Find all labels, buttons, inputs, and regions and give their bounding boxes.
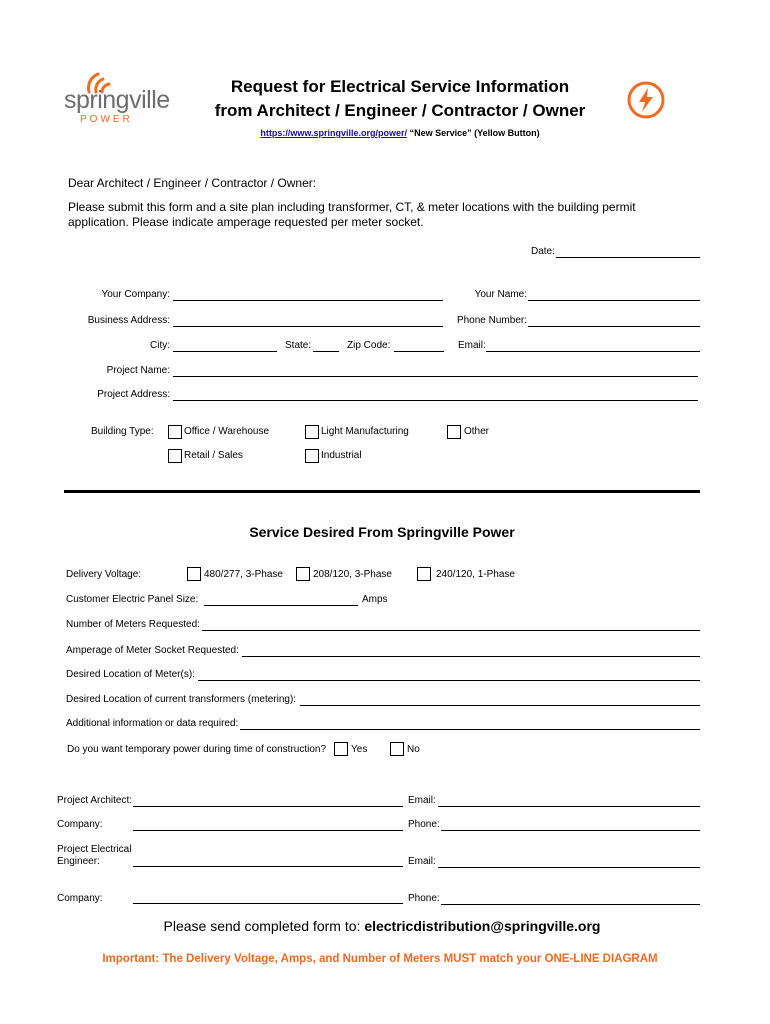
city-field[interactable] bbox=[173, 351, 277, 352]
send-email-link[interactable]: electricdistribution@springville.org bbox=[364, 918, 601, 934]
other-label: Other bbox=[464, 426, 490, 437]
architect-company-label: Company: bbox=[57, 819, 103, 830]
delivery-voltage-label: Delivery Voltage: bbox=[66, 569, 142, 580]
logo bbox=[62, 72, 182, 132]
engineer-company-label: Company: bbox=[57, 893, 103, 904]
zip-label: Zip Code: bbox=[347, 340, 391, 351]
industrial-label: Industrial bbox=[321, 450, 362, 461]
meters-requested-label: Number of Meters Requested: bbox=[66, 619, 200, 630]
voltage-480-label: 480/277, 3-Phase bbox=[204, 569, 283, 580]
engineer-field[interactable] bbox=[133, 866, 403, 867]
meter-location-field[interactable] bbox=[198, 680, 700, 681]
office-warehouse-checkbox[interactable] bbox=[168, 425, 182, 439]
voltage-480-checkbox[interactable] bbox=[187, 567, 201, 581]
voltage-208-checkbox[interactable] bbox=[296, 567, 310, 581]
meter-location-label: Desired Location of Meter(s): bbox=[66, 669, 195, 680]
architect-field[interactable] bbox=[133, 806, 403, 807]
architect-phone-field[interactable] bbox=[441, 830, 700, 831]
engineer-company-field[interactable] bbox=[133, 903, 403, 904]
date-label: Date: bbox=[531, 246, 555, 257]
additional-info-label: Additional information or data required: bbox=[66, 718, 239, 729]
temp-power-no-checkbox[interactable] bbox=[390, 742, 404, 756]
amps-label: Amps bbox=[362, 594, 388, 605]
important-note: Important: The Delivery Voltage, Amps, and Number of Meters MUST match your ONE-LINE DIAGRAM bbox=[102, 953, 658, 965]
city-label: City: bbox=[150, 340, 170, 351]
form-link-row bbox=[190, 128, 610, 138]
project-address-label: Project Address: bbox=[97, 389, 170, 400]
project-name-field[interactable] bbox=[173, 376, 698, 377]
light-manufacturing-label: Light Manufacturing bbox=[321, 426, 409, 437]
intro-text: Please submit this form and a site plan including transformer, CT, & meter locations with the building permit application. Please indicate amperage requested per meter socket. bbox=[68, 200, 636, 229]
name-field[interactable] bbox=[528, 300, 700, 301]
greeting: Dear Architect / Engineer / Contractor / Owner: bbox=[68, 176, 317, 190]
state-label: State: bbox=[285, 340, 312, 351]
architect-email-field[interactable] bbox=[438, 806, 700, 807]
meters-requested-field[interactable] bbox=[202, 630, 700, 631]
new-service-link[interactable]: https://www.springville.org/power/ bbox=[260, 128, 408, 138]
engineer-email-field[interactable] bbox=[438, 867, 700, 868]
lightning-bolt-icon bbox=[626, 80, 666, 120]
office-warehouse-label: Office / Warehouse bbox=[184, 426, 270, 437]
project-address-field[interactable] bbox=[173, 400, 698, 401]
industrial-checkbox[interactable] bbox=[305, 449, 319, 463]
voltage-240-checkbox[interactable] bbox=[417, 567, 431, 581]
ct-location-field[interactable] bbox=[300, 705, 700, 706]
engineer-email-label: Email: bbox=[408, 856, 436, 867]
phone-field[interactable] bbox=[528, 326, 700, 327]
engineer-phone-field[interactable] bbox=[441, 904, 700, 905]
temp-power-no-label: No bbox=[407, 744, 420, 755]
temp-power-yes-label: Yes bbox=[351, 744, 368, 755]
send-instructions bbox=[64, 918, 700, 934]
form-title-line-1: Request for Electrical Service Information bbox=[230, 77, 570, 96]
temp-power-label: Do you want temporary power during time of construction? bbox=[67, 744, 327, 755]
voltage-240-label: 240/120, 1-Phase bbox=[436, 569, 515, 580]
address-label: Business Address: bbox=[87, 315, 170, 326]
email-field[interactable] bbox=[486, 351, 700, 352]
voltage-208-label: 208/120, 3-Phase bbox=[313, 569, 392, 580]
state-field[interactable] bbox=[313, 351, 339, 352]
panel-size-field[interactable] bbox=[204, 605, 358, 606]
address-field[interactable] bbox=[173, 326, 443, 327]
engineer-label: Project Electrical Engineer: bbox=[57, 844, 132, 867]
company-field[interactable] bbox=[173, 300, 443, 301]
email-label: Email: bbox=[458, 340, 486, 351]
section-divider bbox=[64, 490, 700, 493]
architect-email-label: Email: bbox=[408, 795, 436, 806]
panel-size-label: Customer Electric Panel Size: bbox=[66, 594, 199, 605]
light-manufacturing-checkbox[interactable] bbox=[305, 425, 319, 439]
send-prefix: Please send completed form to: bbox=[163, 918, 361, 934]
name-label: Your Name: bbox=[474, 289, 527, 300]
ct-location-label: Desired Location of current transformers (metering): bbox=[66, 694, 297, 705]
temp-power-yes-checkbox[interactable] bbox=[334, 742, 348, 756]
logo-name: springville bbox=[64, 86, 170, 114]
architect-company-field[interactable] bbox=[133, 830, 403, 831]
architect-phone-label: Phone: bbox=[408, 819, 440, 830]
date-field[interactable] bbox=[556, 257, 700, 258]
socket-amperage-field[interactable] bbox=[242, 656, 700, 657]
retail-sales-label: Retail / Sales bbox=[184, 450, 243, 461]
zip-field[interactable] bbox=[394, 351, 444, 352]
engineer-phone-label: Phone: bbox=[408, 893, 440, 904]
building-type-label: Building Type: bbox=[91, 426, 154, 437]
other-checkbox[interactable] bbox=[447, 425, 461, 439]
link-note: “New Service” (Yellow Button) bbox=[409, 128, 540, 138]
socket-amperage-label: Amperage of Meter Socket Requested: bbox=[66, 645, 239, 656]
architect-label: Project Architect: bbox=[57, 795, 133, 806]
service-section-title: Service Desired From Springville Power bbox=[249, 524, 515, 540]
form-title-line-2: from Architect / Engineer / Contractor / Owner bbox=[214, 101, 586, 120]
logo-sub: POWER bbox=[80, 114, 133, 125]
company-label: Your Company: bbox=[101, 289, 170, 300]
project-name-label: Project Name: bbox=[106, 365, 170, 376]
additional-info-field[interactable] bbox=[240, 729, 700, 730]
retail-sales-checkbox[interactable] bbox=[168, 449, 182, 463]
phone-label: Phone Number: bbox=[456, 315, 527, 326]
